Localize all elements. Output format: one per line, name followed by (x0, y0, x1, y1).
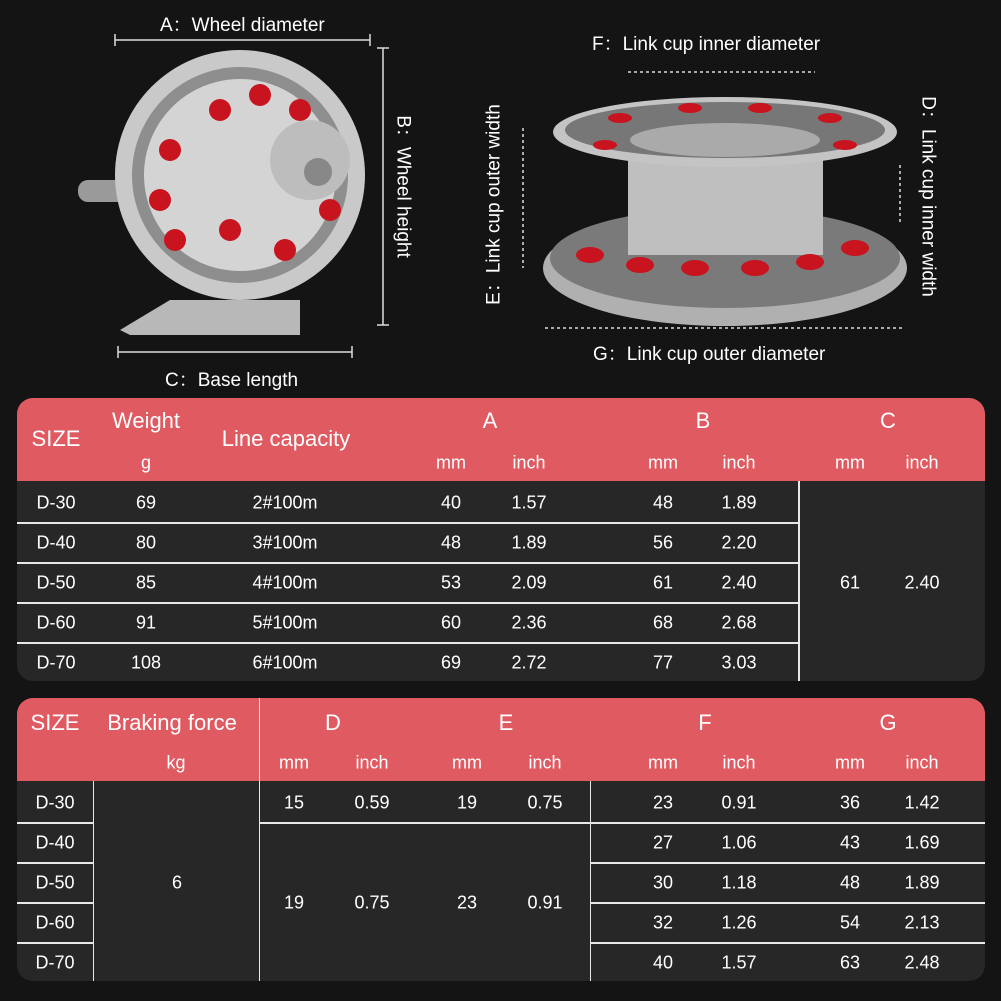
divider (17, 862, 93, 864)
c-mm-value: 61 (839, 572, 861, 593)
table-cell: 0.59 (354, 792, 390, 813)
table-cell: 2.40 (721, 572, 757, 593)
table-cell: 1.57 (721, 952, 757, 973)
divider (17, 642, 798, 644)
header-mm: mm (835, 752, 865, 773)
label-b: B：Wheel height (392, 115, 414, 258)
size-cell: D-50 (35, 872, 75, 893)
size-cell: D-40 (35, 832, 75, 853)
divider (93, 781, 94, 981)
header-size: SIZE (31, 426, 81, 451)
table-cell: D-30 (36, 492, 76, 513)
table-cell: 32 (652, 912, 674, 933)
table-cell: D-40 (36, 532, 76, 553)
header-mm: mm (835, 452, 865, 473)
table-cell: 60 (440, 612, 462, 633)
table-cell: 2#100m (252, 492, 318, 513)
divider (17, 822, 93, 824)
label-c: C：Base length (165, 370, 299, 391)
table-cell: D-70 (36, 652, 76, 673)
header-braking-unit: kg (166, 752, 186, 773)
divider (259, 698, 260, 981)
table-cell: 80 (135, 532, 157, 553)
divider (17, 942, 93, 944)
table-cell: 1.18 (721, 872, 757, 893)
table-cell: 3.03 (721, 652, 757, 673)
table-cell: 2.13 (904, 912, 940, 933)
table-cell: 6#100m (252, 652, 318, 673)
header-line-capacity: Line capacity (221, 426, 351, 451)
table-cell: 19 (456, 792, 478, 813)
header-a: A (482, 408, 498, 433)
table-cell: 54 (839, 912, 861, 933)
divider (590, 862, 985, 864)
header-inch: inch (512, 452, 546, 473)
table-cell: 1.26 (721, 912, 757, 933)
divider (590, 822, 985, 824)
header-b: B (695, 408, 711, 433)
table-cell: 15 (283, 792, 305, 813)
divider (798, 481, 800, 681)
table-cell: 1.89 (721, 492, 757, 513)
divider (259, 822, 590, 824)
header-weight-unit: g (140, 452, 152, 473)
table-cell: 1.89 (904, 872, 940, 893)
table-cell: 85 (135, 572, 157, 593)
table-cell: 0.91 (721, 792, 757, 813)
table-cell: 0.75 (527, 792, 563, 813)
header-inch: inch (528, 752, 562, 773)
label-f: F：Link cup inner diameter (592, 34, 821, 55)
header-weight: Weight (111, 408, 181, 433)
header-inch: inch (355, 752, 389, 773)
divider (590, 902, 985, 904)
table-cell: D-50 (36, 572, 76, 593)
divider (17, 522, 798, 524)
table-cell: D-60 (36, 612, 76, 633)
braking-force-value: 6 (171, 872, 183, 893)
divider (17, 562, 798, 564)
header-mm: mm (436, 452, 466, 473)
table-cell: 68 (652, 612, 674, 633)
table-cell: 77 (652, 652, 674, 673)
header-braking-force: Braking force (107, 710, 237, 735)
divider (17, 602, 798, 604)
table-cell: 2.68 (721, 612, 757, 633)
table-cell: 0.75 (354, 892, 390, 913)
table-cell: 1.69 (904, 832, 940, 853)
table-cell: 1.06 (721, 832, 757, 853)
spec-table-1 (17, 398, 985, 681)
table-cell: 3#100m (252, 532, 318, 553)
table-cell: 1.42 (904, 792, 940, 813)
header-mm: mm (452, 752, 482, 773)
header-c: C (880, 408, 896, 433)
table-cell: 2.72 (511, 652, 547, 673)
header-mm: mm (648, 452, 678, 473)
spec-table-2 (17, 698, 985, 981)
table-cell: 63 (839, 952, 861, 973)
header-inch: inch (905, 752, 939, 773)
header-g: G (879, 710, 897, 735)
table-cell: 23 (652, 792, 674, 813)
header-e: E (498, 710, 514, 735)
divider (590, 942, 985, 944)
table-cell: 61 (652, 572, 674, 593)
header-mm: mm (279, 752, 309, 773)
table-cell: 2.09 (511, 572, 547, 593)
table-cell: 27 (652, 832, 674, 853)
table-cell: 91 (135, 612, 157, 633)
header-mm: mm (648, 752, 678, 773)
size-cell: D-60 (35, 912, 75, 933)
divider (17, 902, 93, 904)
label-g: G：Link cup outer diameter (593, 344, 826, 365)
table-cell: 69 (440, 652, 462, 673)
label-e: E：Link cup outer width (483, 104, 505, 305)
table-cell: 69 (135, 492, 157, 513)
header-f: F (698, 710, 712, 735)
table-cell: 40 (652, 952, 674, 973)
table-cell: 5#100m (252, 612, 318, 633)
label-a: A：Wheel diameter (160, 15, 325, 36)
table-cell: 56 (652, 532, 674, 553)
table-cell: 30 (652, 872, 674, 893)
table-cell: 19 (283, 892, 305, 913)
table-cell: 2.20 (721, 532, 757, 553)
size-cell: D-30 (35, 792, 75, 813)
header-d: D (325, 710, 341, 735)
table-cell: 53 (440, 572, 462, 593)
header-inch: inch (905, 452, 939, 473)
reel-image (78, 50, 365, 335)
table-cell: 108 (130, 652, 162, 673)
table-cell: 1.89 (511, 532, 547, 553)
table-cell: 43 (839, 832, 861, 853)
c-inch-value: 2.40 (904, 572, 940, 593)
header-size: SIZE (30, 710, 80, 735)
table-cell: 48 (652, 492, 674, 513)
table-cell: 4#100m (252, 572, 318, 593)
header-inch: inch (722, 752, 756, 773)
table-cell: 0.91 (527, 892, 563, 913)
header-inch: inch (722, 452, 756, 473)
table-cell: 2.36 (511, 612, 547, 633)
table-cell: 23 (456, 892, 478, 913)
table-cell: 40 (440, 492, 462, 513)
divider (590, 781, 591, 981)
table-cell: 1.57 (511, 492, 547, 513)
label-d: D：Link cup inner width (917, 96, 939, 297)
size-cell: D-70 (35, 952, 75, 973)
table-cell: 2.48 (904, 952, 940, 973)
table-cell: 36 (839, 792, 861, 813)
spool-image (543, 97, 907, 326)
table-cell: 48 (839, 872, 861, 893)
table-cell: 48 (440, 532, 462, 553)
